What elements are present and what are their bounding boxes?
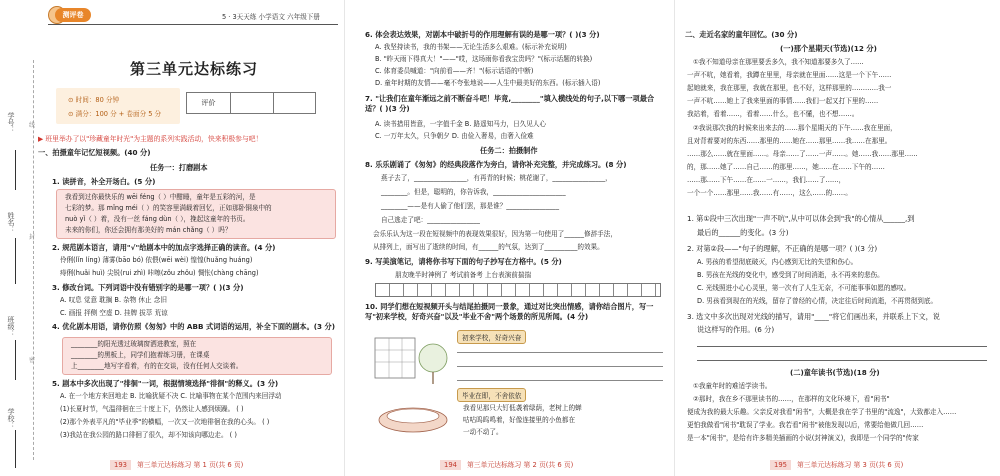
q4-passage-box	[62, 337, 332, 375]
q3-options-2: C. 画报 抨侧 空虚 D. 挂牌 拔萃 荒谅	[60, 309, 168, 317]
class-label: 班级：	[7, 316, 15, 337]
p3-question-3b: 说这样写的作用。(6 分)	[697, 325, 775, 334]
score-info: ⊙ 满分：100 分 + 卷面分 5 分	[68, 110, 162, 118]
question-2: 2. 规范剧本语言，请用"√"给剧本中的加点字选择正确的读音。(4 分)	[52, 243, 276, 252]
section-1-heading: 一、拍摄童年记忆短视频。(40 分)	[38, 148, 151, 157]
p3-q2-option-a: A. 男孩的希望彻底破灭，内心感到无比的失望和伤心。	[697, 258, 858, 266]
header-rule	[48, 24, 338, 25]
task-2-heading: 任务二：拍摄制作	[480, 146, 538, 155]
binding-margin	[0, 0, 44, 476]
scene-1-tag: 初来学校，好奇兴奋	[457, 330, 526, 344]
q10-sample-2: 咕咕呜呜鸣着，好像连接里的小鱼都在	[463, 416, 576, 424]
question-5: 5. 剧本中多次出现了"徘徊"一词，根据情境选择"徘徊"的释义。(3 分)	[52, 379, 279, 388]
page-number: 194	[440, 460, 461, 470]
page-title: 第三单元达标练习	[130, 60, 259, 78]
page-number: 193	[110, 460, 131, 470]
q4-line-2: ________的黑板上，同学们抱着练习册，在课桌	[71, 351, 210, 359]
passage-2-title: (二)童年读书(节选)(18 分)	[790, 368, 880, 377]
passage-1b-line-1: ②我说那次我的时候来出来去的……那个星期天的下午……我在里面，	[693, 124, 897, 132]
task-1-heading: 任务一：打磨剧本	[150, 163, 208, 172]
q5-options: A. 在一个地方来回地走 B. 比喻犹疑不决 C. 比喻事物在某个范围内来回浮动	[60, 392, 282, 400]
passage-2-line-5: 是一本"闲书"，是给有许多精美插画的小说(封神演义)，我即是一个同学的"传家	[687, 434, 919, 442]
page-2	[345, 0, 675, 476]
page-3	[675, 0, 1000, 476]
brand-logo: 测评卷	[55, 8, 91, 22]
question-6: 6. 体会表达效果，对剧本中破折号的作用理解有误的是哪一项？( )(3 分)	[365, 30, 600, 39]
flag-icon: ▶	[38, 135, 46, 143]
q10-sample-1: 我看见那只大钉低袭着绿荫，老树上的蝉	[463, 404, 582, 412]
passage-2-line-1: ①我童年时的难适学读书。	[693, 382, 772, 390]
activity-banner	[38, 133, 338, 143]
passage-1b-line-5: ……那……下午……在……一……，我们……了……，	[687, 176, 846, 184]
q8-line-5: 会乐乐认为这一段在短视频中的表现效果很好，因为第一句使用了______修辞手法，	[373, 230, 617, 238]
scene-1-line-3	[457, 380, 663, 381]
page-2-footer	[440, 459, 573, 470]
q1-passage-box	[56, 189, 336, 239]
q8-line-2: ________。但是，聪明的，你告诉我，______________________	[381, 188, 566, 196]
name-line	[15, 238, 16, 284]
p3-q2-option-b: B. 男孩在光线的变化中，感受到了时间消逝，永不再来的悲伤。	[697, 271, 884, 279]
section-2-heading: 二、走近名家的童年回忆。(30 分)	[685, 30, 798, 39]
page-1	[0, 0, 345, 476]
cut-mark-3: 密	[29, 357, 36, 364]
scene-1-line-2	[457, 366, 663, 367]
rating-label: 评价	[187, 93, 231, 113]
school-illustration	[373, 328, 453, 438]
series-header: 5 · 3天天练 小学语文 六年级下册	[222, 13, 320, 21]
passage-1-line-5: 我站着，看着……，看着……什么，也不懂，也不想……。	[687, 110, 859, 118]
passage-1b-line-6: 一个一个……那里……我……有……，这么……的……。	[687, 189, 852, 197]
q1-line-2: 七彩的梦。那 mǐng méi（ ）的笑容里满载着回忆，正如那卧铜泉中的	[65, 204, 272, 212]
passage-2-line-2: ②那时，我在乡不那里读书的……，在那样的文化环境下，看"闲书"	[693, 395, 890, 403]
q8-line-4: 自己逃走了吧：________________	[381, 216, 480, 224]
page-1-footer	[110, 459, 243, 470]
q8-line-3: ________——是有人偷了他们罢，那是谁？________________	[381, 202, 560, 210]
q4-line-1: ________的阳光透过玻璃窗洒进教室，照在	[71, 340, 197, 348]
q5-item-3: (3)我站在我公园的路口徘徊了很久，却不知该向哪边走。 ( )	[60, 431, 237, 439]
name-label: 姓名：	[7, 212, 15, 233]
exam-info-box	[56, 88, 180, 124]
p3-q2-option-d: D. 男孩看到现在的光线，留存了曾经的心情，决定往后时间流逝，不再贯彻到底。	[697, 297, 938, 305]
q7-options-1: A. 读书措用皆意，一字值千金 B. 路遥知马力，日久见人心	[375, 120, 547, 128]
student-id-line	[15, 150, 16, 190]
q7-options-2: C. 一万年太久，只争朝夕 D. 由俭入奢易，由奢入俭难	[375, 132, 534, 140]
q8-line-1: 燕子去了，________________，有再青的时候；桃花谢了，________________，	[381, 174, 612, 182]
q9-text: 朋友晚半时神例了 考试前备考 上台表演前揣揣	[395, 271, 532, 279]
page-3-footer	[770, 459, 903, 470]
q5-item-1: (1)长夏时节，气温徘徊在三十度上下，仍然让人感到烦躁。 ( )	[60, 405, 244, 413]
passage-1-line-1: ①我不知道母亲在那里要丢多久，我不知道那要多久了……	[693, 58, 864, 66]
question-3: 3. 修改台词。下列词语中没有错别字的是哪一项？( )(3 分)	[52, 283, 244, 292]
q1-line-4: 未来的你们，你还会拥有那美好的 mán chǎng（ ）吗？	[65, 226, 232, 234]
question-8: 8. 乐乐剧诵了《匆匆》的经典段落作为旁白，请你补充完整，并完成练习。(8 分)	[365, 160, 627, 169]
question-7: 7. "让我们在童年渐远之前不断奋斗吧！毕竟,________"填入横线处的句子,以下哪一项最合适？( )(3 分)	[365, 94, 655, 114]
passage-1b-line-3: ……那么……就在里面……。母亲……了……一声……。她……我……那里……	[687, 150, 918, 158]
q1-line-1: 我看到过你最快乐的 wēi féng（ ）中酣睡，童年是五彩的河，是	[65, 193, 256, 201]
footer-text: 第三单元达标练习 第 1 页(共 6 页)	[136, 461, 244, 469]
rating-box	[186, 92, 316, 114]
school-label: 学校：	[7, 408, 15, 429]
cut-mark-1: 线	[29, 122, 36, 129]
q5-item-2: (2)那个外表平凡的"毕业季"的横幅，一次又一次地徘徊在我的心头。 ( )	[60, 418, 270, 426]
question-10: 10. 同学们想在短视频开头与结尾拍摄同一景象，通过对比突出情感，请你结合图片，写一写"初来学校，好奇兴奋"以及"毕业不舍"两个场景的所见所闻。(4 分)	[365, 302, 654, 322]
q6-option-b: B. "昨天雨下得真大！"——"哎，这场雨你看我宝贵吗？"(标示话题的转换)	[375, 55, 593, 63]
p3-question-1b: 最后的______的变化。(3 分)	[697, 228, 789, 237]
question-9: 9. 写美演笔记，请将你书写下面的句子抄写在方格中。(5 分)	[365, 257, 562, 266]
cut-mark-2: 封	[29, 234, 36, 241]
q6-option-d: D. 童年时期的友情——毫不夸张地说——人生中最美好的东西。(标示插入语)	[375, 79, 601, 87]
page-number: 195	[770, 460, 791, 470]
q9-writing-grid	[375, 283, 661, 297]
question-4: 4. 优化剧本用语，请你仿照《匆匆》中的 ABB 式词语的运用，补全下面的剧本。(3 分)	[52, 322, 336, 331]
p3-question-3: 3. 选文中多次出现对光线的描写，请用"____"将它们画出来，并联系上下文，说	[687, 312, 940, 321]
scene-2-tag: 毕业在即，不舍依依	[457, 388, 526, 402]
footer-text: 第三单元达标练习 第 2 页(共 6 页)	[466, 461, 574, 469]
passage-1-title: (一)那个星期天(节选)(12 分)	[780, 44, 877, 53]
rating-cell-divider	[273, 93, 274, 113]
question-1: 1. 读拼音，补全开场白。(5 分)	[52, 177, 156, 186]
q3-options-1: A. 叹息 觉意 耽搁 B. 杂物 休止 念旧	[60, 296, 167, 304]
q4-line-3: 上________地写字看着，有的在交谈，没有任何人交谈着。	[71, 362, 243, 370]
time-info: ⊙ 时间：80 分钟	[68, 96, 120, 104]
answer-line-2	[697, 360, 987, 361]
q1-line-3: nuò yǐ（ ）着，没有一丝 fáng dùn（ ），挽起这童年的书页。	[65, 215, 250, 223]
q6-option-c: C. 体育委员喊道："向前看——齐！"(标示话语的中断)	[375, 67, 534, 75]
class-line	[15, 340, 16, 380]
p3-question-2: 2. 对第②段——"句子的理解，不正确的是哪一项？( )(3 分)	[687, 244, 878, 253]
q10-sample-3: 一动不动了。	[463, 428, 503, 436]
scene-1-line-1	[457, 352, 663, 353]
footer-text: 第三单元达标练习 第 3 页(共 6 页)	[796, 461, 904, 469]
q2-row-1: 伶俐(lǐn líng) 薄雾(bāo bó) 依偎(wēi wèi) 惶惶(huǎng huáng)	[60, 256, 253, 264]
q2-row-2: 痔俐(huǎi huì) 尖锐(rui zhì) 咔嚓(zǒu zhǒu) 惆怅(chàng chāng)	[60, 269, 259, 277]
answer-line-1	[697, 346, 987, 347]
q8-line-6: 从排列上，面写出了逝续的时间，有______的气氛，达到了__________的效果。	[373, 243, 604, 251]
banner-text: 班里举办了以"珍藏童年时光"为主题的系列实践活动，快来积极参与吧！	[45, 135, 263, 143]
student-id-label: 学号：	[7, 112, 15, 133]
passage-1-line-4: 一声不吭……她上了我来里面的事情……我们一起又打下里的……	[687, 97, 879, 105]
passage-1b-line-4: 的，那……她了……自己……的那里……，她……在……下午的……	[687, 163, 885, 171]
school-line	[15, 430, 16, 468]
passage-2-line-4: 更怕我做看"闲书"耽误了学业。我若看"闲书"被他发现以后，常要给他做几回……	[687, 421, 924, 429]
passage-1b-line-2: 且对背着要对的东西……那里的……她在……那里……我……在那里。	[687, 137, 892, 145]
passage-1-line-3: 起她就来，我在那里，我就在那里，也不好，这样那里的…………我一	[687, 84, 892, 92]
q6-option-a: A. 我坚持读书，我的书架——无论生活多么艰难。(标示补充说明)	[375, 43, 567, 51]
p3-q2-option-c: C. 光线照进小心心灵里，第一次有了人生无奈，不可能事事如愿的感叹。	[697, 284, 911, 292]
p3-question-1: 1. 第①段中三次出现"一声不吭",从中可以体会到"我"的心情从______,到	[687, 214, 915, 223]
passage-2-line-3: 便成为我的最大乐趣。父亲反对我看"闲书"，大概是我在学了书里的"流逸"，大致都走入……	[687, 408, 957, 416]
passage-1-line-2: 一声不吭，她看着，我蹲在里里，母亲就在里面……这是一个下午……	[687, 71, 892, 79]
